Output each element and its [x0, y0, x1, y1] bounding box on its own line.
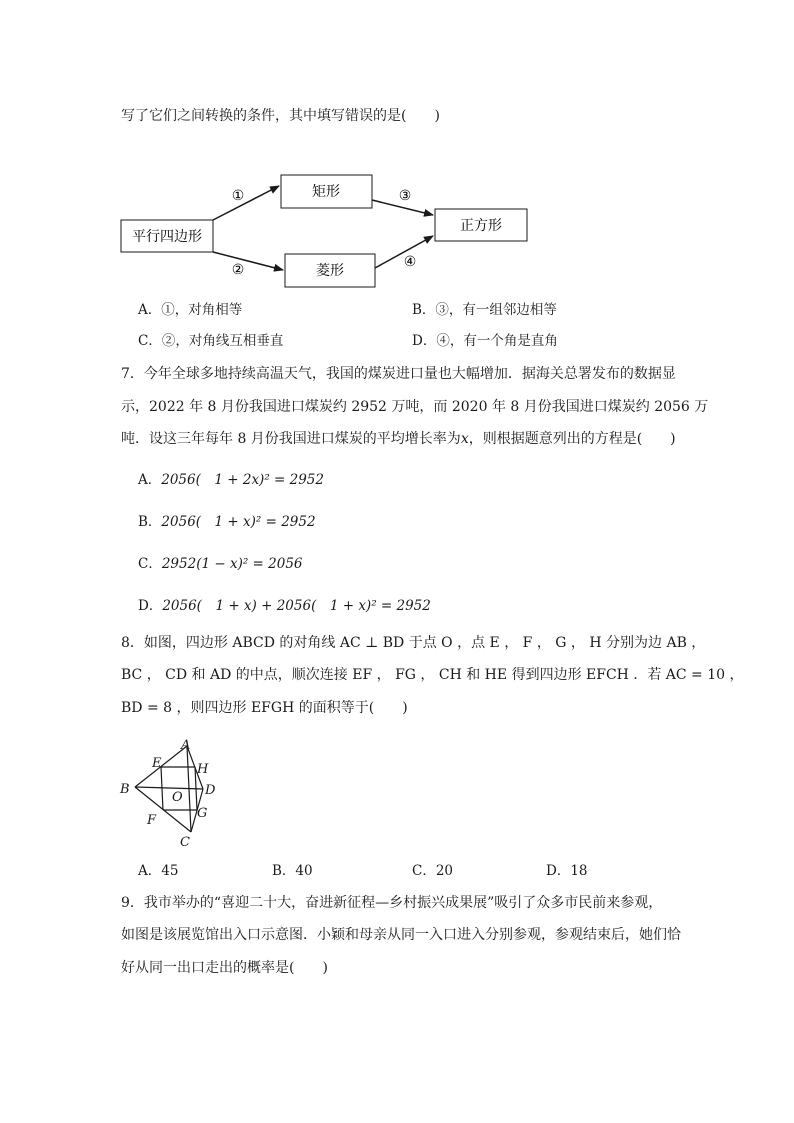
q6-option-c: C．②，对角线互相垂直 [138, 333, 284, 349]
diagonal-bd [135, 787, 203, 789]
point-e-label: E [152, 756, 162, 771]
q8-quadrilateral-figure [115, 735, 235, 850]
q7-option-b [138, 512, 316, 532]
q8-option-d: D．18 [546, 863, 588, 879]
q7-option-c-label: C． [138, 556, 162, 572]
q8-option-a: A．45 [138, 863, 179, 879]
point-d-label: D [205, 783, 216, 798]
point-h-label: H [197, 762, 209, 777]
q7-line-2: 示，2022 年 8 月份我国进口煤炭约 2952 万吨，而 2020 年 8 月份我国进口煤炭约 2056 万 [121, 399, 709, 415]
q8-line-3: BD = 8 ，则四边形 EFGH 的面积等于( ) [121, 700, 408, 716]
q7-option-a-expr: 2056( 1 + 2x)² = 2952 [161, 472, 324, 488]
q7-option-a [138, 470, 324, 490]
q7-line-3 [121, 429, 676, 449]
q8-option-c: C．20 [412, 863, 454, 879]
q7-option-d-expr: 2056( 1 + x) + 2056( 1 + x)² = 2952 [162, 598, 431, 614]
q7-option-b-expr: 2056( 1 + x)² = 2952 [161, 514, 316, 530]
q6-option-a: A．①，对角相等 [138, 302, 243, 318]
q8-line-2: BC ， CD 和 AD 的中点，顺次连接 EF ， FG ， CH 和 HE 得到四边形 EFCH ．若 AC = 10 ， [121, 667, 744, 683]
q7-option-c [138, 554, 303, 574]
q9-line-3: 好从同一出口走出的概率是( ) [121, 960, 328, 976]
parallelogram-label: 平行四边形 [132, 229, 202, 245]
q9-line-1: 9．我市举办的“喜迎二十大，奋进新征程—乡村振兴成果展”吸引了众多市民前来参观， [121, 895, 663, 911]
q7-line-1: 7．今年全球多地持续高温天气，我国的煤炭进口量也大幅增加．据海关总署发布的数据显 [121, 366, 676, 382]
q6-option-b: B．③，有一组邻边相等 [412, 302, 557, 318]
rectangle-label: 矩形 [312, 184, 340, 200]
point-b-label: B [120, 782, 130, 797]
point-a-label: A [181, 738, 191, 753]
mark-4: ④ [403, 254, 417, 270]
q9-line-2: 如图是该展览馆出入口示意图．小颖和母亲从同一入口进入分别参观，参观结束后，她们恰 [121, 927, 681, 943]
arrow-1 [213, 186, 279, 220]
q7-option-c-expr: 2952(1 − x)² = 2056 [161, 556, 303, 572]
q7-option-a-label: A． [138, 472, 162, 488]
segment-fe [161, 767, 163, 810]
q6-option-d: D．④，有一个角是直角 [412, 333, 558, 349]
point-g-label: G [197, 806, 208, 821]
q8-line-1: 8．如图，四边形 ABCD 的对角线 AC ⊥ BD 于点 O ，点 E ， F ， G ， H 分别为边 AB ， [121, 635, 706, 651]
q8-option-b: B．40 [272, 863, 313, 879]
square-label: 正方形 [460, 218, 502, 234]
rhombus-label: 菱形 [316, 263, 344, 279]
mark-3: ③ [398, 188, 412, 204]
q7-line-3-a: 吨．设这三年每年 8 月份我国进口煤炭的平均增长率为 [121, 431, 461, 447]
q7-option-d-label: D． [138, 598, 163, 614]
point-f-label: F [147, 813, 157, 828]
q7-option-d [138, 596, 431, 616]
mark-2: ② [231, 262, 245, 278]
q7-option-b-label: B． [138, 514, 162, 530]
arrow-2 [213, 252, 283, 270]
mark-1: ① [231, 188, 245, 204]
q7-variable-x: x [460, 431, 469, 447]
q7-line-3-b: ，则根据题意列出的方程是( ) [468, 431, 676, 447]
point-c-label: C [180, 835, 190, 850]
point-o-label: O [172, 790, 183, 805]
q6-stem: 写了它们之间转换的条件，其中填写错误的是( ) [121, 108, 440, 124]
